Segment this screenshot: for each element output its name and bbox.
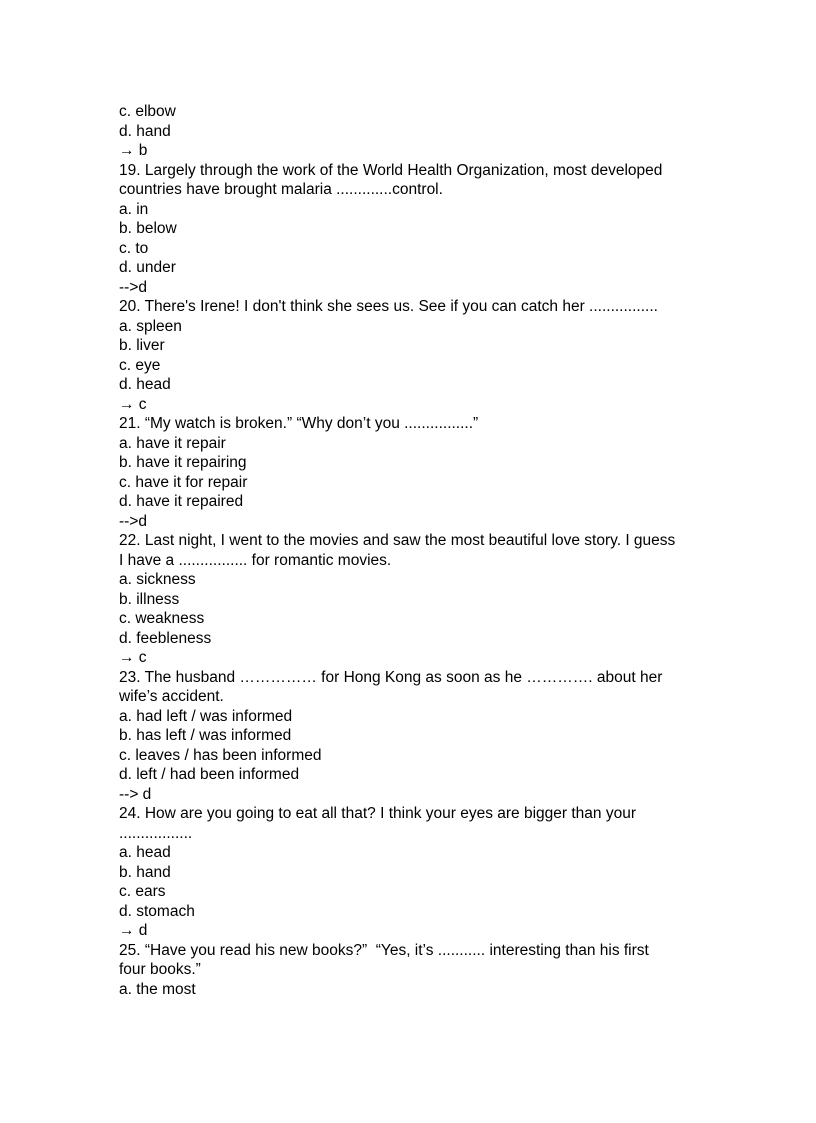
- option-line: b. has left / was informed: [119, 727, 292, 744]
- question-25: 25. “Have you read his new books?” “Yes, it’s ........... interesting than his first: [119, 941, 649, 959]
- text-line: c. elbow: [119, 103, 176, 120]
- option-line: c. eye: [119, 356, 161, 374]
- option-line: a. had left / was informed: [119, 707, 293, 725]
- option-line: d. stomach: [119, 902, 195, 920]
- text-line: .................: [119, 824, 193, 842]
- option-line: d. under: [119, 259, 176, 276]
- answer-line: → c: [119, 649, 147, 666]
- option-line: c. weakness: [119, 610, 205, 627]
- question-21: 21. “My watch is broken.” “Why don’t you ................”: [119, 415, 479, 432]
- question-22: 22. Last night, I went to the movies and saw the most beautiful love story. I guess: [119, 532, 676, 549]
- option-line: a. head: [119, 844, 171, 861]
- option-line: a. in: [119, 200, 149, 218]
- answer-line: → c: [119, 395, 147, 413]
- option-line: b. have it repairing: [119, 454, 247, 471]
- option-line: a. sickness: [119, 571, 196, 588]
- option-line: d. have it repaired: [119, 493, 244, 510]
- option-line: d. head: [119, 376, 171, 393]
- option-line: a. have it repair: [119, 434, 226, 452]
- option-line: b. below: [119, 220, 177, 237]
- option-line: c. leaves / has been informed: [119, 746, 322, 764]
- option-line: c. ears: [119, 883, 166, 900]
- option-line: c. have it for repair: [119, 473, 248, 491]
- answer-line: → b: [119, 142, 148, 159]
- text-line: countries have brought malaria .............control.: [119, 181, 443, 198]
- option-line: d. feebleness: [119, 629, 212, 647]
- option-line: a. the most: [119, 980, 196, 998]
- option-line: d. left / had been informed: [119, 766, 300, 783]
- option-line: b. illness: [119, 590, 180, 608]
- answer-line: -->d: [119, 512, 147, 530]
- question-20: 20. There's Irene! I don't think she sees us. See if you can catch her ................: [119, 298, 658, 315]
- option-line: a. spleen: [119, 317, 182, 335]
- question-24: 24. How are you going to eat all that? I think your eyes are bigger than your: [119, 805, 636, 822]
- question-23: 23. The husband …………… for Hong Kong as soon as he …………. about her: [119, 668, 663, 686]
- document-page: [119, 102, 719, 999]
- option-line: b. hand: [119, 863, 171, 881]
- text-line: wife’s accident.: [119, 688, 224, 705]
- text-line: I have a ................ for romantic movies.: [119, 551, 392, 569]
- option-line: c. to: [119, 239, 149, 257]
- question-19: 19. Largely through the work of the World Health Organization, most developed: [119, 161, 663, 179]
- option-line: b. liver: [119, 337, 165, 354]
- answer-line: → d: [119, 922, 148, 939]
- text-line: four books.”: [119, 961, 201, 978]
- answer-line: --> d: [119, 785, 152, 803]
- text-line: d. hand: [119, 122, 171, 140]
- answer-line: -->d: [119, 278, 147, 296]
